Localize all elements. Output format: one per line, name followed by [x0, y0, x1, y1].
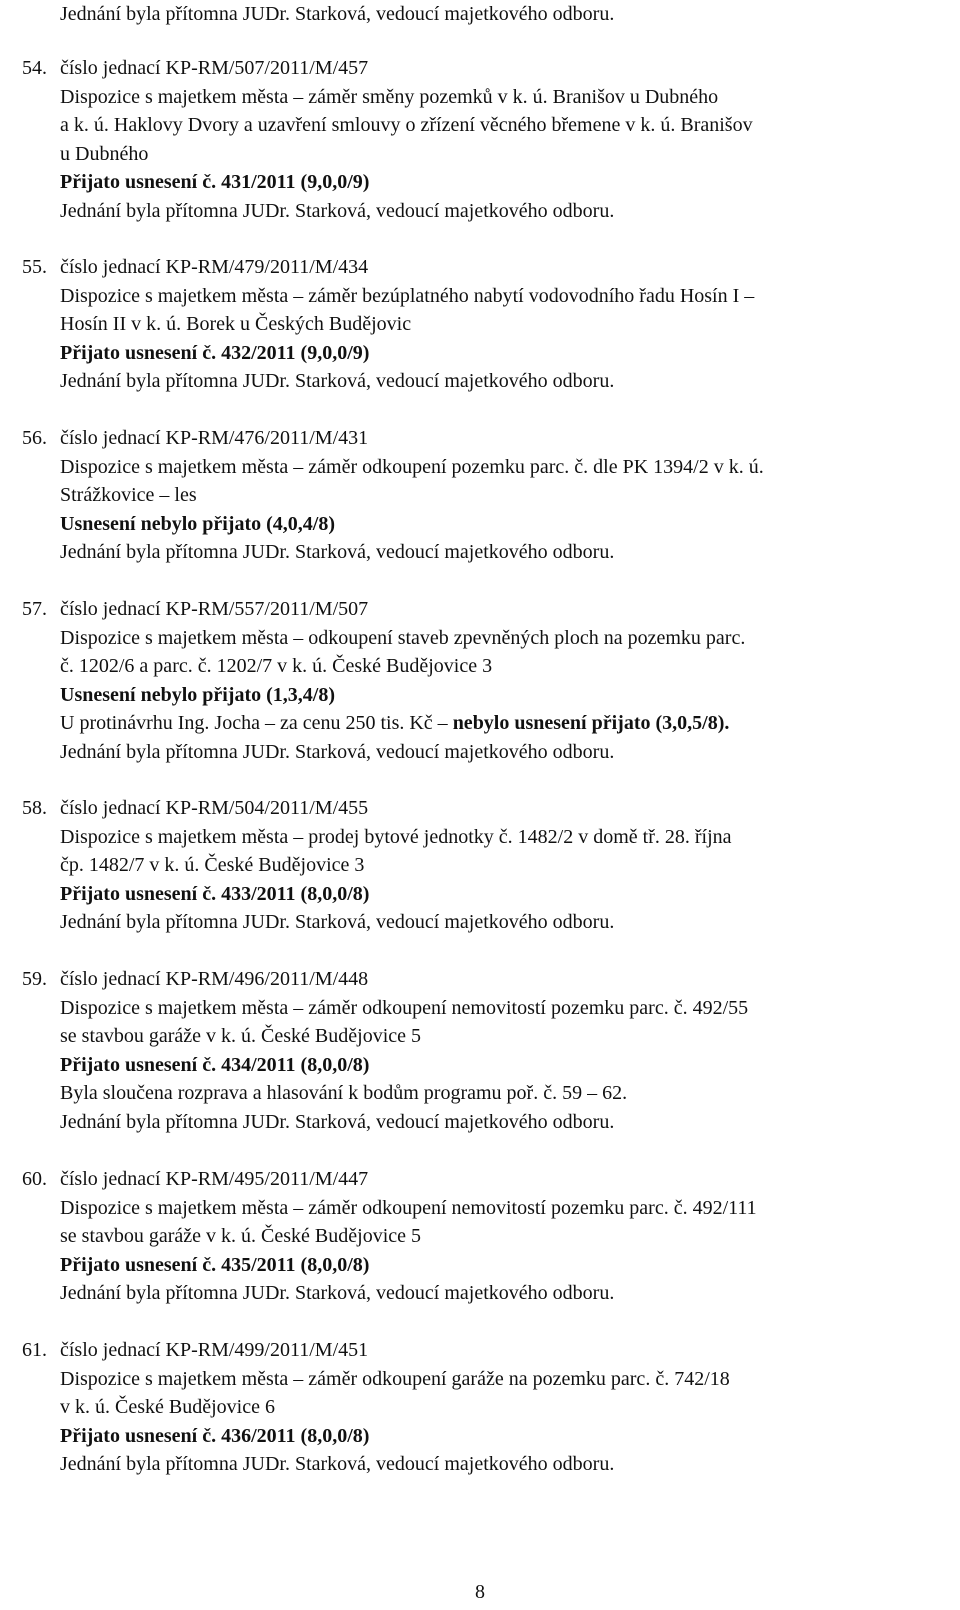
item-description-line: č. 1202/6 a parc. č. 1202/7 v k. ú. České Budějovice 3: [60, 655, 493, 677]
resolution-result: Usnesení nebylo přijato (1,3,4/8): [60, 683, 335, 706]
item-description-line: Dispozice s majetkem města – záměr odkoupení nemovitostí pozemku parc. č. 492/55: [60, 996, 749, 1019]
item-description-line: Dispozice s majetkem města – záměr bezúplatného nabytí vodovodního řadu Hosín I –: [60, 284, 755, 307]
item-note: Byla sloučena rozprava a hlasování k bodům programu poř. č. 59 – 62.: [60, 1082, 628, 1104]
resolution-result: Přijato usnesení č. 434/2011 (8,0,0/8): [60, 1053, 370, 1076]
item-description-line: Strážkovice – les: [60, 484, 197, 506]
attendance-note: Jednání byla přítomna JUDr. Starková, vedoucí majetkového odboru.: [60, 1453, 615, 1475]
item-description-line: Dispozice s majetkem města – záměr odkoupení garáže na pozemku parc. č. 742/18: [60, 1367, 730, 1390]
item-number: 59.: [22, 968, 47, 990]
item-description-line: a k. ú. Haklovy Dvory a uzavření smlouvy o zřízení věcného břemene v k. ú. Branišov: [60, 114, 753, 136]
item-description-line: čp. 1482/7 v k. ú. České Budějovice 3: [60, 854, 365, 876]
attendance-note: Jednání byla přítomna JUDr. Starková, vedoucí majetkového odboru.: [60, 1282, 615, 1304]
item-heading: číslo jednací KP-RM/504/2011/M/455: [60, 797, 369, 819]
item-description-line: Dispozice s majetkem města – prodej bytové jednotky č. 1482/2 v domě tř. 28. října: [60, 825, 732, 848]
item-heading: číslo jednací KP-RM/557/2011/M/507: [60, 598, 369, 620]
item-description-line: Dispozice s majetkem města – záměr odkoupení nemovitostí pozemku parc. č. 492/111: [60, 1196, 757, 1219]
item-heading: číslo jednací KP-RM/479/2011/M/434: [60, 256, 369, 278]
resolution-result: Přijato usnesení č. 435/2011 (8,0,0/8): [60, 1253, 370, 1276]
counter-proposal-result: nebylo usnesení přijato (3,0,5/8).: [452, 712, 730, 734]
item-description-line: Dispozice s majetkem města – záměr odkoupení pozemku parc. č. dle PK 1394/2 v k. ú.: [60, 455, 764, 478]
counter-proposal: [60, 709, 920, 738]
item-heading: číslo jednací KP-RM/496/2011/M/448: [60, 968, 369, 990]
item-description-line: Hosín II v k. ú. Borek u Českých Budějovic: [60, 313, 412, 335]
resolution-result: Přijato usnesení č. 436/2011 (8,0,0/8): [60, 1424, 370, 1447]
counter-proposal-text: U protinávrhu Ing. Jocha – za cenu 250 tis. Kč –: [60, 712, 453, 734]
item-description-line: v k. ú. České Budějovice 6: [60, 1396, 275, 1418]
item-number: 56.: [22, 427, 47, 449]
item-heading: číslo jednací KP-RM/507/2011/M/457: [60, 57, 369, 79]
attendance-note: Jednání byla přítomna JUDr. Starková, vedoucí majetkového odboru.: [60, 1110, 615, 1133]
item-number: 55.: [22, 256, 47, 278]
item-heading: číslo jednací KP-RM/476/2011/M/431: [60, 427, 369, 449]
attendance-note: Jednání byla přítomna JUDr. Starková, vedoucí majetkového odboru.: [60, 541, 615, 563]
resolution-result: Přijato usnesení č. 433/2011 (8,0,0/8): [60, 882, 370, 905]
item-number: 57.: [22, 598, 47, 620]
resolution-result: Přijato usnesení č. 431/2011 (9,0,0/9): [60, 171, 370, 193]
item-description-line: u Dubného: [60, 142, 149, 165]
attendance-note: Jednání byla přítomna JUDr. Starková, vedoucí majetkového odboru.: [60, 199, 615, 222]
attendance-note-top: Jednání byla přítomna JUDr. Starková, vedoucí majetkového odboru.: [60, 3, 615, 25]
item-number: 60.: [22, 1168, 47, 1190]
attendance-note: Jednání byla přítomna JUDr. Starková, vedoucí majetkového odboru.: [60, 911, 615, 933]
item-number: 58.: [22, 797, 47, 819]
item-heading: číslo jednací KP-RM/495/2011/M/447: [60, 1168, 369, 1190]
item-description-line: Dispozice s majetkem města – odkoupení staveb zpevněných ploch na pozemku parc.: [60, 626, 746, 649]
attendance-note: Jednání byla přítomna JUDr. Starková, vedoucí majetkového odboru.: [60, 740, 615, 763]
item-description-line: Dispozice s majetkem města – záměr směny pozemků v k. ú. Branišov u Dubného: [60, 85, 719, 108]
page-number: 8: [475, 1581, 485, 1603]
item-heading: číslo jednací KP-RM/499/2011/M/451: [60, 1339, 369, 1361]
item-description-line: se stavbou garáže v k. ú. České Budějovice 5: [60, 1025, 422, 1047]
item-number: 54.: [22, 57, 47, 79]
item-description-line: se stavbou garáže v k. ú. České Budějovice 5: [60, 1225, 422, 1247]
resolution-result: Přijato usnesení č. 432/2011 (9,0,0/9): [60, 341, 370, 364]
attendance-note: Jednání byla přítomna JUDr. Starková, vedoucí majetkového odboru.: [60, 370, 615, 392]
item-number: 61.: [22, 1339, 47, 1361]
resolution-result: Usnesení nebylo přijato (4,0,4/8): [60, 512, 335, 535]
